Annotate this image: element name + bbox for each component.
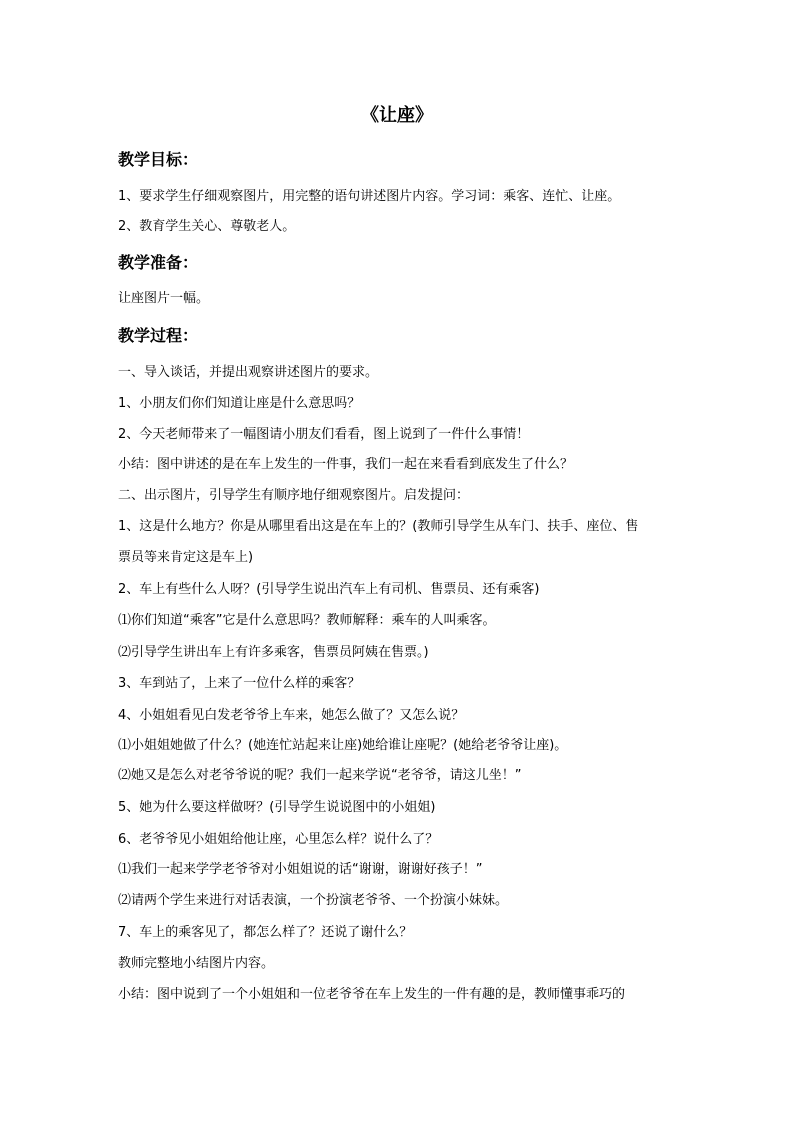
text-line: 让座图片一幅。 <box>118 291 210 306</box>
text-line: ⑴我们一起来学学老爷爷对小姐姐说的话“谢谢，谢谢好孩子！” <box>118 862 483 877</box>
document-title: 《让座》 <box>361 105 433 126</box>
text-line: 4、小姐姐看见白发老爷爷上车来，她怎么做了？又怎么说？ <box>118 708 465 723</box>
section-heading-preparation: 教学准备： <box>118 253 199 272</box>
section-heading-goals: 教学目标： <box>118 150 199 169</box>
text-line: 2、今天老师带来了一幅图请小朋友们看看，图上说到了一件什么事情！ <box>118 427 530 442</box>
section-heading-process: 教学过程： <box>118 326 199 345</box>
text-line: 小结：图中说到了一个小姐姐和一位老爷爷在车上发生的一件有趣的是，教师懂事乖巧的 <box>118 987 626 1002</box>
text-line: ⑴你们知道“乘客”它是什么意思吗？教师解释：乘车的人叫乘客。 <box>118 613 496 628</box>
text-line: 小结：图中讲述的是在车上发生的一件事，我们一起在来看看到底发生了什么？ <box>118 457 574 472</box>
text-line: ⑴小姐姐她做了什么？(她连忙站起来让座)她给谁让座呢？(她给老爷爷让座)。 <box>118 738 568 753</box>
text-line: ⑵她又是怎么对老爷爷说的呢？我们一起来学说“老爷爷，请这儿坐！” <box>118 768 522 783</box>
text-line: 教师完整地小结图片内容。 <box>118 956 275 971</box>
text-line: 票员等来肯定这是车上) <box>118 550 254 565</box>
text-line: 二、出示图片，引导学生有顺序地仔细观察图片。启发提问： <box>118 488 470 503</box>
text-line: 1、要求学生仔细观察图片，用完整的语句讲述图片内容。学习词：乘客、连忙、让座。 <box>118 189 621 204</box>
text-line: 1、小朋友们你们知道让座是什么意思吗？ <box>118 396 361 411</box>
text-line: 6、老爷爷见小姐姐给他让座，心里怎么样？说什么了？ <box>118 832 439 847</box>
text-line: 一、导入谈话，并提出观察讲述图片的要求。 <box>118 365 379 380</box>
text-line: 1、这是什么地方？你是从哪里看出这是在车上的？(教师引导学生从车门、扶手、座位、售 <box>118 519 639 534</box>
text-line: 3、车到站了，上来了一位什么样的乘客？ <box>118 676 361 691</box>
text-line: ⑵请两个学生来进行对话表演，一个扮演老爷爷、一个扮演小妹妹。 <box>118 893 509 908</box>
text-line: ⑵引导学生讲出车上有许多乘客，售票员阿姨在售票。) <box>118 645 429 660</box>
text-line: 2、教育学生关心、尊敬老人。 <box>118 219 296 234</box>
text-line: 2、车上有些什么人呀？(引导学生说出汽车上有司机、售票员、还有乘客) <box>118 582 540 597</box>
text-line: 7、车上的乘客见了，都怎么样了？还说了谢什么？ <box>118 925 413 940</box>
text-line: 5、她为什么要这样做呀？(引导学生说说图中的小姐姐) <box>118 800 436 815</box>
